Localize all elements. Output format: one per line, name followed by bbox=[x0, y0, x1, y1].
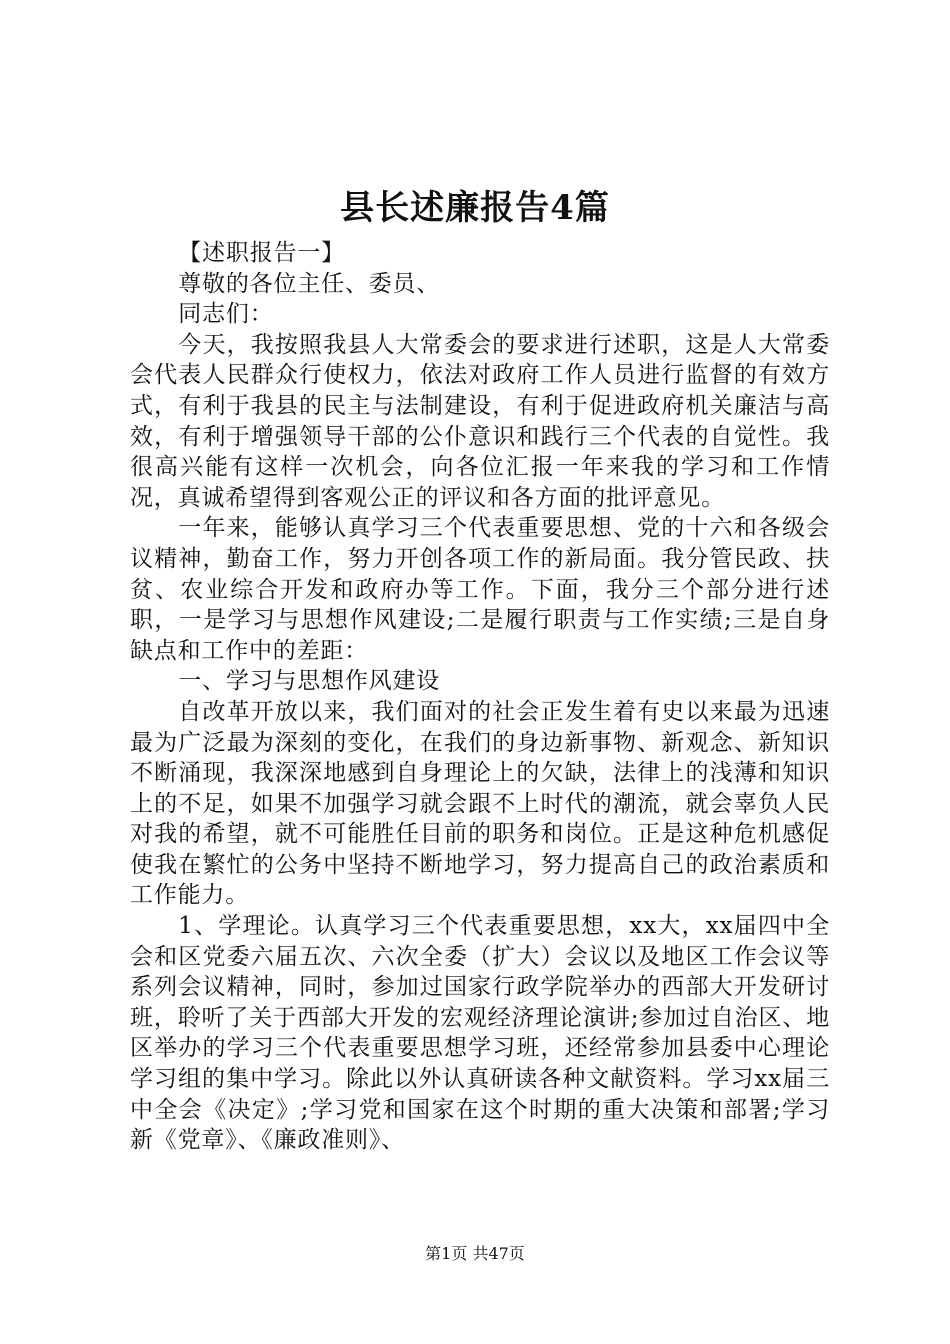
salutation-line: 尊敬的各位主任、委员、 bbox=[178, 270, 441, 297]
salutation-line: 同志们： bbox=[178, 301, 274, 328]
page-number-footer: 第1页 共47页 bbox=[425, 1244, 525, 1263]
section-heading: 一、学习与思想作风建设 bbox=[178, 668, 441, 695]
body-paragraph: 一年来，能够认真学习三个代表重要思想、党的十六和各级会议精神，勤奋工作，努力开创各项工作的新局面。我分管民政、扶贫、农业综合开发和政府办等工作。下面，我分三个部分进行述职，一是学习与思想作风建设;二是履行职责与工作实绩;三是自身缺点和工作中的差距： bbox=[130, 515, 830, 664]
section-heading: 【述职报告一】 bbox=[178, 240, 345, 266]
body-paragraph: 今天，我按照我县人大常委会的要求进行述职，这是人大常委会代表人民群众行使权力，依法对政府工作人员进行监督的有效方式，有利于我县的民主与法制建设，有利于促进政府机关廉洁与高效，有利于增强领导干部的公仆意识和践行三个代表的自觉性。我很高兴能有这样一次机会，向各位汇报一年来我的学习和工作情况，真诚希望得到客观公正的评议和各方面的批评意见。 bbox=[130, 331, 830, 511]
document-title: 县长述廉报告4篇 bbox=[340, 188, 610, 228]
document-body bbox=[130, 238, 830, 1156]
body-paragraph: 自改革开放以来，我们面对的社会正发生着有史以来最为迅速最为广泛最为深刻的变化，在我们的身边新事物、新观念、新知识不断涌现，我深深地感到自身理论上的欠缺，法律上的浅薄和知识上的不足，如果不加强学习就会跟不上时代的潮流，就会辜负人民对我的希望，就不可能胜任目前的职务和岗位。正是这种危机感促使我在繁忙的公务中坚持不断地学习，努力提高自己的政治素质和工作能力。 bbox=[130, 698, 830, 909]
body-paragraph: 1、学理论。认真学习三个代表重要思想，xx大，xx届四中全会和区党委六届五次、六次全委（扩大）会议以及地区工作会议等系列会议精神，同时，参加过国家行政学院举办的西部大开发研讨班，聆听了关于西部大开发的宏观经济理论演讲;参加过自治区、地区举办的学习三个代表重要思想学习班，还经常参加县委中心理论学习组的集中学习。除此以外认真研读各种文献资料。学习xx届三中全会《决定》;学习党和国家在这个时期的重大决策和部署;学习新《党章》、《廉政准则》、 bbox=[130, 913, 830, 1154]
